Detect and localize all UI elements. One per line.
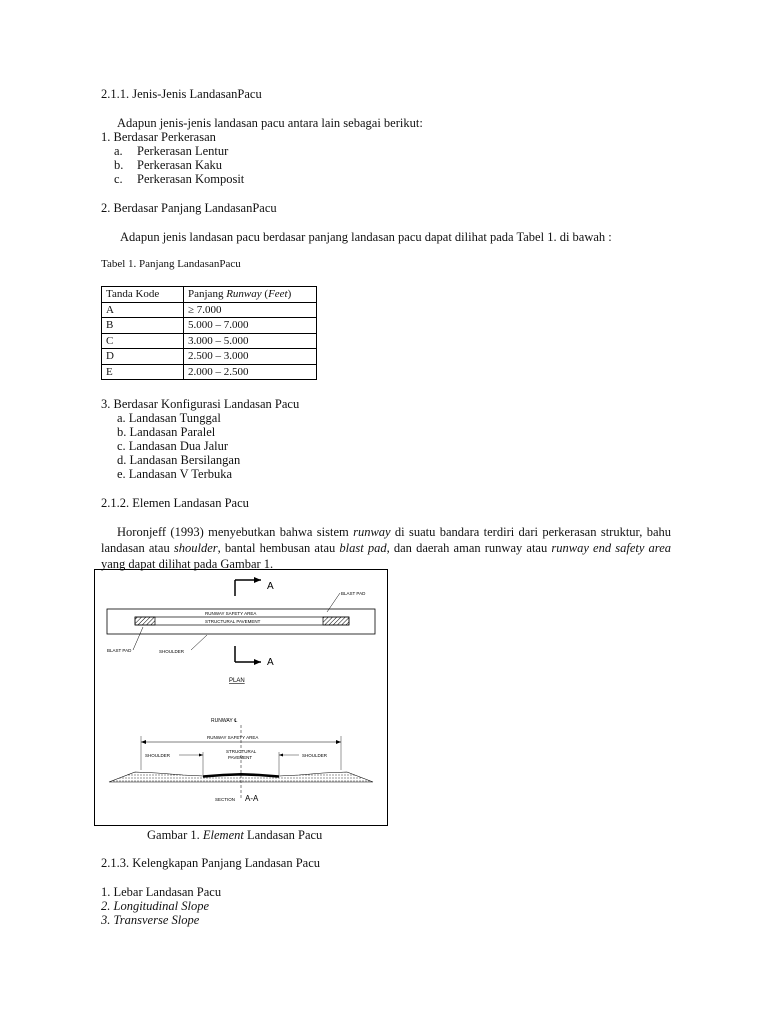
table-row <box>102 318 317 334</box>
list-item: a. Landasan Tunggal <box>117 411 221 425</box>
section-shoulder-left-label: SHOULDER <box>145 753 171 758</box>
list-item: b. Landasan Paralel <box>117 425 216 439</box>
cell-length: 2.000 – 2.500 <box>184 364 317 380</box>
cell-length: 2.500 – 3.000 <box>184 349 317 365</box>
runway-figure <box>94 569 388 826</box>
heading-2-1-1: 2.1.1. Jenis-Jenis LandasanPacu <box>101 87 262 101</box>
list-item: c. <box>114 172 123 186</box>
figure-caption: Gambar 1. Element Landasan Pacu <box>147 828 323 842</box>
cell-code: C <box>102 333 184 349</box>
blast-pad-label: BLAST PAD <box>341 591 366 596</box>
list3-title: 3. Berdasar Konfigurasi Landasan Pacu <box>101 397 300 411</box>
list-item-text: Perkerasan Lentur <box>137 144 229 158</box>
list-item: 1. Lebar Landasan Pacu <box>101 885 222 899</box>
label-a-bottom: A <box>267 657 274 668</box>
pavement-label: PAVEMENT <box>228 755 253 760</box>
intro-text: Adapun jenis-jenis landasan pacu antara lain sebagai berikut: <box>117 116 423 130</box>
label-a: A <box>267 581 274 592</box>
shoulder-label: SHOULDER <box>159 649 185 654</box>
body-paragraph: Horonjeff (1993) menyebutkan bahwa sistem runway di suatu bandara terdiri dari perkerasan struktur, bahu landasan atau shoulder, bantal hembusan atau blast pad, dan daerah aman runway atau runway end safety area yang dapat dilihat pada Gambar 1. <box>101 525 672 571</box>
cell-code: D <box>102 349 184 365</box>
list-item: a. <box>114 144 123 158</box>
list-item: c. Landasan Dua Jalur <box>117 439 229 453</box>
table-row <box>102 333 317 349</box>
list2-title: 2. Berdasar Panjang LandasanPacu <box>101 201 277 215</box>
cell-code: A <box>102 302 184 318</box>
list-item: 2. Longitudinal Slope <box>101 899 209 913</box>
table-row <box>102 364 317 380</box>
section-shoulder-right-label: SHOULDER <box>302 753 328 758</box>
list-item-text: Perkerasan Kaku <box>137 158 223 172</box>
heading-2-1-2: 2.1.2. Elemen Landasan Pacu <box>101 496 249 510</box>
list1-title: 1. Berdasar Perkerasan <box>101 130 216 144</box>
blast-pad-left <box>135 617 155 625</box>
cell-code: B <box>102 318 184 334</box>
length-table <box>101 286 317 380</box>
runway-centerline-label: RUNWAY ℄ <box>211 718 238 724</box>
blast-pad-left-label: BLAST PAD <box>107 648 132 653</box>
table-row <box>102 302 317 318</box>
header-code: Tanda Kode <box>102 287 184 303</box>
section-aa-label: A-A <box>245 794 259 803</box>
list-item: d. Landasan Bersilangan <box>117 453 241 467</box>
plan-label: PLAN <box>229 678 245 684</box>
heading-2-1-3: 2.1.3. Kelengkapan Panjang Landasan Pacu <box>101 856 321 870</box>
section-label: SECTION <box>215 797 236 802</box>
section-marker-bottom <box>235 646 274 668</box>
table-row <box>102 349 317 365</box>
table-caption: Tabel 1. Panjang LandasanPacu <box>101 258 241 270</box>
structural-pavement-label: STRUCTURAL PAVEMENT <box>205 619 261 624</box>
structural-label: STRUCTURAL <box>226 749 257 754</box>
list-item-text: Perkerasan Komposit <box>137 172 245 186</box>
cell-code: E <box>102 364 184 380</box>
header-length: Panjang Runway (Feet) <box>184 287 317 303</box>
section-safety-area-label: RUNWAY SAFETY AREA <box>207 735 259 740</box>
table-intro: Adapun jenis landasan pacu berdasar panjang landasan pacu dapat dilihat pada Tabel 1. di bawah : <box>120 230 612 244</box>
section-marker-top <box>235 577 274 596</box>
list-item: b. <box>114 158 124 172</box>
cell-length: ≥ 7.000 <box>184 302 317 318</box>
list-item: 3. Transverse Slope <box>101 913 200 927</box>
table-header-row <box>102 287 317 303</box>
cell-length: 5.000 – 7.000 <box>184 318 317 334</box>
blast-pad-right <box>323 617 349 625</box>
list-item: e. Landasan V Terbuka <box>117 467 233 481</box>
runway-safety-area-label: RUNWAY SAFETY AREA <box>205 611 257 616</box>
cell-length: 3.000 – 5.000 <box>184 333 317 349</box>
